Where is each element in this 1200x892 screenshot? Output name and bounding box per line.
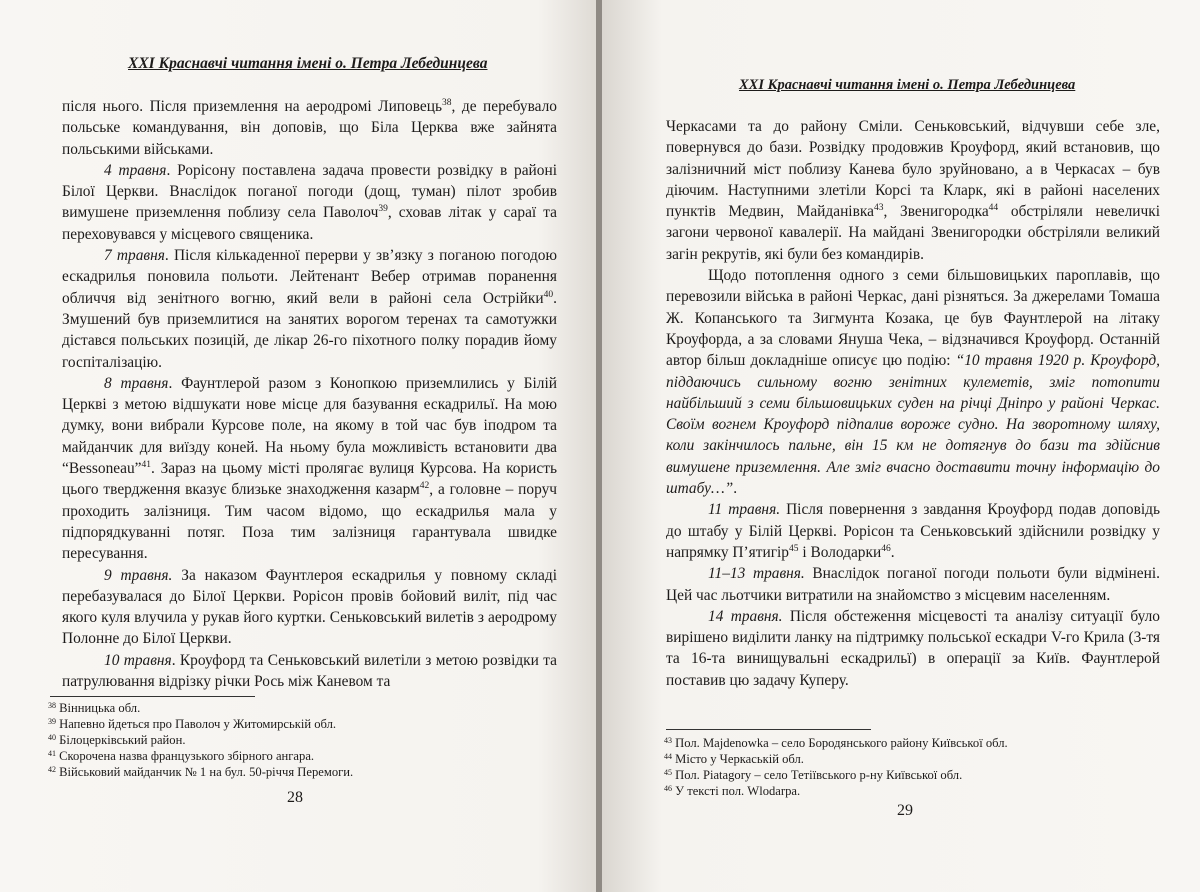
footnote-ref: 44 [988, 203, 999, 214]
footnote-text: Пол. Majdenowka – село Бородянського району Київської обл. [672, 736, 1008, 750]
footnote-text: Місто у Черкаській обл. [672, 752, 804, 766]
italic-text: 9 травня. [104, 566, 173, 584]
footnote-rule [50, 696, 255, 697]
footnote [48, 700, 468, 716]
footnote [48, 716, 468, 732]
italic-text: 10 травня [104, 651, 172, 669]
paragraph [666, 606, 1160, 691]
text-run: після нього. Після приземлення на аеродромі Липовець [62, 98, 442, 115]
paragraph [62, 96, 557, 160]
footnote-number: 39 [48, 717, 56, 726]
footnote-number: 46 [664, 784, 672, 793]
footnote [664, 751, 1104, 767]
italic-text: 11 травня. [708, 501, 781, 519]
paragraph [62, 373, 557, 565]
footnotes [48, 700, 468, 780]
footnote-ref: 43 [873, 203, 884, 214]
footnote-text: У тексті пол. Wlodarpa. [672, 784, 801, 798]
footnote-number: 44 [664, 752, 672, 761]
text-run: Внаслідок поганої погоди польоти були відмінені. Цей час льотчики витратили на знайомство з місцевим населенням. [666, 565, 1160, 604]
footnote-number: 41 [48, 749, 56, 758]
footnote-ref: 46 [881, 543, 891, 554]
footnote-number: 45 [664, 768, 672, 777]
footnote-ref: 38 [442, 98, 452, 108]
running-head: XXI Краснавчі читання імені о. Петра Лебединцева [739, 77, 1076, 93]
footnote-number: 42 [48, 765, 56, 774]
paragraph [666, 563, 1160, 606]
text-run: , де перебувало польське командування, він доповів, що Біла Церква вже зайнята польськими військами. [62, 98, 557, 158]
text-run: . [733, 480, 738, 498]
italic-text: “10 травня 1920 р. Кроуфорд, піддаючись сильному вогню зенітних кулеметів, зміг потопити найбільший з семи більшовицьких суден на річці Дніпро у районі Черкас. Своїм вогнем Кроуфорд підпалив вороже судно. На зворотному шляху, коли закінчилось пальне, він 15 км не дотягнув до бази та здійснив вимушене приземлення. Але зміг вчасно доставити точну інформацію до штабу…” [666, 352, 1160, 498]
page-number: 29 [897, 802, 913, 819]
italic-text: 8 травня [104, 374, 169, 392]
italic-text: 4 травня [104, 161, 167, 179]
footnote-number: 38 [48, 701, 56, 710]
footnote-number: 43 [664, 736, 672, 745]
footnote-text: Скорочена назва французького збірного ангара. [56, 749, 315, 763]
text-run: Після повернення з завдання Кроуфорд подав доповідь до штабу у Білій Церкві. Рорісон та Сеньковський здійснили розвідку у напрямку П’ятигір [666, 501, 1160, 561]
text-run: Щодо потоплення одного з семи більшовицьких пароплавів, що перевозили війська в районі Черкас, дані різняться. За джерелами Томаша Ж. Копанського та Зигмунта Козака, це був Фаунтлерой на літаку Кроуфорда, а за словами Януша Чека, – відзначився Кроуфорд. Останній автор більш докладніше описує цю подію: [666, 267, 1160, 370]
text-run: . Фаунтлерой разом з Конопкою приземлились у Білій Церкві з метою відшукати нове місце для базування ескадрильї. На мою думку, вони вибрали Курсове поле, на якому в той час був іподром та майданчик для виїзду коней. На ньому була можливість встановити два “Bessoneau” [62, 374, 557, 478]
text-run: . Кроуфорд та Сеньковський вилетіли з метою розвідки та патрулювання відрізку річки Рось між Каневом та [62, 651, 557, 691]
paragraph [62, 160, 557, 245]
left-page [0, 0, 598, 892]
text-run: Черкасами та до району Сміли. Сеньковський, відчувши себе зле, повернувся до бази. Розвідку продовжив Кроуфорд, який встановив, що залізничний міст поблизу Канева було зруйновано, а в Черкасах – був діючим. Наступними злетіли Корсі та Кларк, які в районі населених пунктів Медвин, Майданівка [666, 118, 1160, 221]
footnote-ref: 42 [419, 481, 430, 492]
italic-text: 7 травня [104, 247, 165, 265]
text-run: . Рорісону поставлена задача провести розвідку в районі Білої Церкви. Внаслідок поганої погоди (дощ, туман) пілот зробив вимушене приземлення поблизу села Паволоч [62, 161, 557, 222]
text-run: і Володарки [798, 543, 882, 561]
footnote-ref: 39 [378, 204, 388, 215]
footnote [664, 767, 1104, 783]
text-run: , Звенигородка [883, 203, 989, 221]
footnote-text: Білоцерківський район. [56, 733, 186, 747]
footnote [664, 735, 1104, 751]
text-run: За наказом Фаунтлероя ескадрилья у повному складі перебазувалася до Білої Церкви. Рорісон провів бойовий виліт, під час якого куля влучила у рукав його куртки. Сеньковський вилетів з аеродрому Полонне до Білої Церкви. [62, 566, 557, 648]
paragraph [62, 565, 557, 650]
text-run: . Змушений був приземлитися на занятих ворогом теренах та самотужки дістався польських позицій, де лікар 26-го піхотного полку порадив йому госпіталізацію. [62, 289, 557, 371]
text-run: , сховав літак у сараї та переховувався у місцевого священика. [62, 204, 558, 243]
italic-text: 14 травня. [708, 607, 783, 625]
text-run: . [890, 543, 895, 561]
footnote-ref: 40 [543, 289, 554, 300]
italic-text: 11–13 травня. [708, 565, 805, 583]
body-text [666, 116, 1160, 691]
footnote-rule [666, 729, 871, 730]
body-text [62, 96, 557, 692]
footnote-text: Вінницька обл. [56, 701, 141, 715]
text-run: Після обстеження місцевості та аналізу ситуації було вирішено виділити ланку на підтримку польської ескадри V-го Крила (3-тя та 16-та винищувальні ескадрильї) в операції за Київ. Фаунтлерой поставив цю задачу Куперу. [666, 607, 1160, 689]
footnote-text: Пол. Piatagory – село Тетіївського р-ну Київської обл. [672, 768, 963, 782]
footnotes [664, 735, 1104, 799]
footnote-ref: 45 [788, 543, 799, 554]
footnote [48, 764, 468, 780]
paragraph [666, 499, 1160, 563]
paragraph [666, 265, 1160, 499]
paragraph [62, 245, 557, 373]
text-run: . Після кількаденної перерви у зв’язку з поганою погодою ескадрилья поновила польоти. Лейтенант Вебер отримав поранення обличчя від зенітного вогню, який вели в районі села Острійки [62, 247, 557, 307]
text-run: обстріляли невеличкі загони червоної кавалерії. На майдані Звенигородки обстріляли великий загін рекрутів, які були без командирів. [666, 203, 1160, 263]
footnote-number: 40 [48, 733, 56, 742]
running-head: XXI Краснавчі читання імені о. Петра Лебединцева [128, 55, 488, 72]
footnote-text: Напевно йдеться про Паволоч у Житомирській обл. [56, 717, 337, 731]
footnote [664, 783, 1104, 799]
paragraph [62, 650, 557, 693]
footnote [48, 732, 468, 748]
page-number: 28 [287, 789, 303, 806]
footnote [48, 748, 468, 764]
paragraph [666, 116, 1160, 265]
text-run: , а головне – поруч проходить залізниця. Тим часом відомо, що ескадрилья мала у підпорядкуванні потяг. Поза тим залізниця гарантувала швидке пересування. [62, 481, 558, 563]
right-page [602, 0, 1200, 892]
text-run: . Зараз на цьому місті пролягає вулиця Курсова. На користь цього твердження вказує близьке знаходження казарм [62, 460, 557, 499]
footnote-text: Військовий майданчик № 1 на бул. 50-річчя Перемоги. [56, 765, 354, 779]
footnote-ref: 41 [141, 460, 151, 471]
